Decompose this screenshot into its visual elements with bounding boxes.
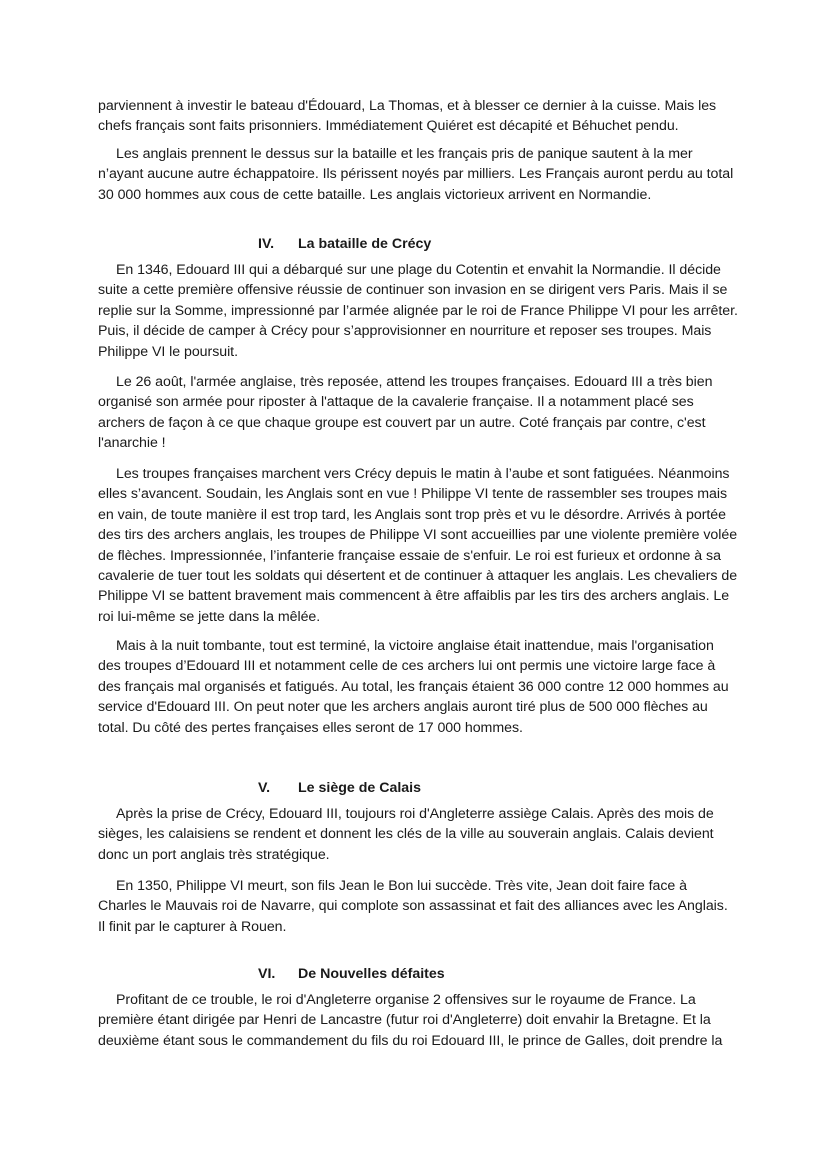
- section-number: VI.: [258, 966, 276, 982]
- paragraph-crecy-3: Les troupes françaises marchent vers Crécy depuis le matin à l’aube et sont fatiguées. Néanmoins elles s’avancent. Soudain, les Anglais sont en vue ! Philippe VI tente de rassembler ses troupes mais en vain, de toute manière il est trop tard, les Anglais sont trop près et vu le désordre. Arrivés à portée des tirs des archers anglais, les troupes de Philippe VI sont accueillies par une violente première volée de flèches. Impressionnée, l’infanterie française essaie de s'enfuir. Le roi est furieux et ordonne à sa cavalerie de tuer tout les soldats qui désertent et de continuer à attaquer les anglais. Les chevaliers de Philippe VI se battent bravement mais commencent à être affaiblis par les tirs des archers anglais. Le roi lui-même se jette dans la mêlée.: [98, 466, 738, 625]
- section-title: La bataille de Crécy: [298, 236, 432, 252]
- paragraph-crecy-1: En 1346, Edouard III qui a débarqué sur une plage du Cotentin et envahit la Normandie. Il décide suite a cette première offensive réussie de continuer son invasion en se dirigent vers Paris. Mais il se replie sur la Somme, impressionné par l’armée alignée par le roi de France Philippe VI pour les arrêter. Puis, il décide de camper à Crécy pour s’approvisionner en nourriture et reposer ses troupes. Mais Philippe VI le poursuit.: [98, 262, 738, 360]
- paragraph-crecy-4: Mais à la nuit tombante, tout est terminé, la victoire anglaise était inattendue, mais l'organisation des troupes d’Edouard III et notamment celle de ces archers lui ont permis une victoire large face à des français mal organisés et fatigués. Au total, les français étaient 36 000 contre 12 000 hommes au service d'Edouard III. On peut noter que les archers anglais auront tiré plus de 500 000 flèches au total. Du côté des pertes françaises elles seront de 17 000 hommes.: [98, 638, 729, 736]
- section-title: De Nouvelles défaites: [298, 966, 445, 982]
- paragraph-calais-1: Après la prise de Crécy, Edouard III, toujours roi d'Angleterre assiège Calais. Après des mois de sièges, les calaisiens se rendent et donnent les clés de la ville au souverain anglais. Calais devient donc un port anglais très stratégique.: [98, 806, 714, 863]
- paragraph-calais-2: En 1350, Philippe VI meurt, son fils Jean le Bon lui succède. Très vite, Jean doit faire face à Charles le Mauvais roi de Navarre, qui complote son assassinat et fait des alliances avec les Anglais. Il finit par le capturer à Rouen.: [98, 878, 728, 935]
- section-number: IV.: [258, 236, 275, 252]
- section-title: Le siège de Calais: [298, 780, 422, 796]
- paragraph-intro-1: parviennent à investir le bateau d'Édouard, La Thomas, et à blesser ce dernier à la cuisse. Mais les chefs français sont faits prisonniers. Immédiatement Quiéret est décapité et Béhuchet pendu.: [98, 98, 717, 135]
- paragraph-defaites-1: Profitant de ce trouble, le roi d'Angleterre organise 2 offensives sur le royaume de France. La première étant dirigée par Henri de Lancastre (futur roi d'Angleterre) doit envahir la Bretagne. Et la deuxième étant sous le commandement du fils du roi Edouard III, le prince de Galles, doit prendre la: [98, 992, 723, 1049]
- section-number: V.: [258, 780, 271, 796]
- paragraph-crecy-2: Le 26 août, l'armée anglaise, très reposée, attend les troupes françaises. Edouard III a très bien organisé son armée pour riposter à l'attaque de la cavalerie française. Il a notamment placé ses archers de façon à ce que chaque groupe est couvert par un autre. Coté français par contre, c'est l'anarchie !: [98, 374, 713, 452]
- paragraph-intro-2: Les anglais prennent le dessus sur la bataille et les français pris de panique sautent à la mer n’ayant aucune autre échappatoire. Ils périssent noyés par milliers. Les Français auront perdu au total 30 000 hommes aux cous de cette bataille. Les anglais victorieux arrivent en Normandie.: [98, 146, 734, 203]
